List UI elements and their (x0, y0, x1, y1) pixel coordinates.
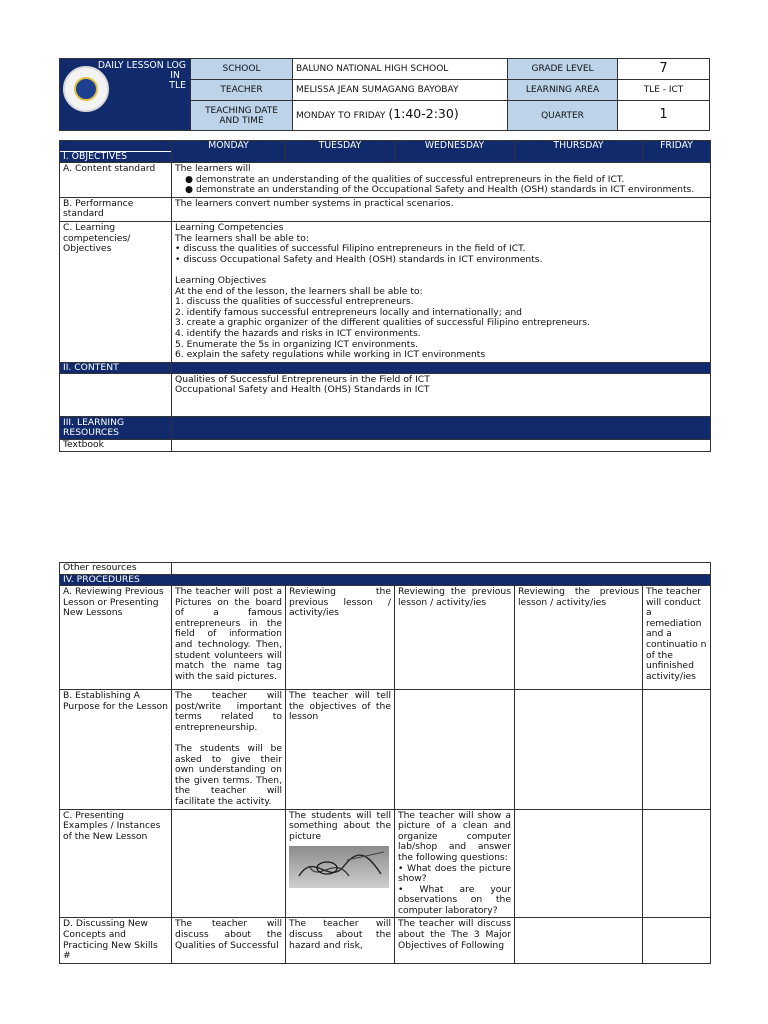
content-standard-bullet: ● demonstrate an understanding of the qualities of successful entrepreneurs in the field of ICT. (185, 173, 625, 185)
grade-label: GRADE LEVEL (508, 59, 618, 80)
date-prefix: MONDAY TO FRIDAY (296, 111, 386, 122)
procedure-d-monday: The teacher will discuss about the Qualities of Successful (172, 918, 286, 963)
procedure-c-label: C. Presenting Examples / Instances of the New Lesson (60, 809, 172, 918)
procedure-a-label: A. Reviewing Previous Lesson or Presenting New Lessons (60, 586, 172, 690)
procedure-d-row (60, 918, 711, 963)
procedure-a-wednesday: Reviewing the previous lesson / activity/ies (395, 586, 515, 690)
textbook-row (60, 439, 711, 451)
textbook-label: Textbook (60, 439, 172, 451)
procedure-b-row (60, 690, 711, 810)
resources-section-title: III. LEARNING RESOURCES (60, 416, 172, 439)
procedure-a-thursday: Reviewing the previous lesson / activity/ies (515, 586, 643, 690)
day-wednesday: WEDNESDAY (395, 141, 515, 163)
header-table (59, 58, 710, 131)
procedure-b-monday: The teacher will post/write important terms related to entrepreneurship. The students will be asked to give their own understanding on the given terms. Then, the teacher will facilitate the activity. (172, 690, 286, 810)
content-text: Qualities of Successful Entrepreneurs in the Field of ICT Occupational Safety and Health (OHS) Standards in ICT (172, 373, 711, 416)
performance-standard-row (60, 197, 711, 221)
procedure-b-tuesday: The teacher will tell the objectives of the lesson (286, 690, 395, 810)
procedure-c-row (60, 809, 711, 918)
learning-area-value: TLE - ICT (618, 80, 710, 101)
day-tuesday: TUESDAY (286, 141, 395, 163)
procedure-a-tuesday: Reviewing the previous lesson / activity/ies (286, 586, 395, 690)
teaching-date-value (293, 101, 508, 131)
procedure-c-tuesday: The students will tell something about the picture (286, 809, 395, 918)
cables-photo (289, 846, 389, 888)
quarter-value: 1 (618, 101, 710, 131)
content-section-row (60, 362, 711, 373)
log-title-cell (60, 59, 191, 131)
learning-area-label: LEARNING AREA (508, 80, 618, 101)
day-thursday: THURSDAY (515, 141, 643, 163)
content-section-title: II. CONTENT (60, 362, 172, 373)
procedures-section-title: IV. PROCEDURES (60, 575, 711, 586)
teacher-label: TEACHER (191, 80, 293, 101)
competencies-label: C. Learning competencies/ Objectives (60, 221, 172, 362)
school-value: BALUNO NATIONAL HIGH SCHOOL (293, 59, 508, 80)
procedure-d-tuesday: The teacher will discuss about the hazard and risk, (286, 918, 395, 963)
teaching-date-label: TEACHING DATE AND TIME (191, 101, 293, 131)
objectives-header-cell (60, 141, 172, 163)
other-resources-label: Other resources (60, 563, 172, 575)
procedure-a-friday: The teacher will conduct a remediation and a continuatio n of the unfinished activity/ies (643, 586, 711, 690)
content-standard-bullet: ● demonstrate an understanding of the Occupational Safety and Health (OSH) standards in ICT environments. (185, 184, 695, 196)
school-label: SCHOOL (191, 59, 293, 80)
grade-value: 7 (618, 59, 710, 80)
log-title: DAILY LESSON LOG IN TLE (97, 60, 186, 91)
resources-section-row (60, 416, 711, 439)
procedure-d-wednesday: The teacher will discuss about the The 3 Major Objectives of Following (395, 918, 515, 963)
performance-standard-text: The learners convert number systems in practical scenarios. (172, 197, 711, 221)
other-resources-row (60, 563, 711, 575)
procedures-section-row (60, 575, 711, 586)
procedure-b-label: B. Establishing A Purpose for the Lesson (60, 690, 172, 810)
procedure-c-wednesday: The teacher will show a picture of a clean and organize computer lab/shop and answer the following questions: • What does the picture show? • What are your observations on the computer laboratory? (395, 809, 515, 918)
procedure-a-monday: The teacher will post a Pictures on the board of a famous entrepreneurs in the field of information and technology. Then, student volunteers will match the name tag with the said pictures. (172, 586, 286, 690)
day-monday: MONDAY (172, 141, 286, 163)
performance-standard-label: B. Performance standard (60, 197, 172, 221)
competencies-row (60, 221, 711, 362)
content-standard-row (60, 163, 711, 198)
quarter-label: QUARTER (508, 101, 618, 131)
content-standard-text: The learners will ● demonstrate an understanding of the qualities of successful entrepreneurs in the field of ICT. ● demonstrate an understanding of the Occupational Safety and Health (OSH) standards in ICT environments. (172, 163, 711, 198)
competencies-text: Learning Competencies The learners shall be able to: • discuss the qualities of successful Filipino entrepreneurs in the field of ICT. • discuss Occupational Safety and Health (OSH) standards in ICT environments. Learning Objectives At the end of the lesson, the learners shall be able to: 1. discuss the qualities of successful entrepreneurs. 2. identify famous successful entrepreneurs locally and internationally; and 3. create a graphic organizer of the different qualities of successful Filipino entrepreneurs. 4. identify the hazards and risks in ICT environments. 5. Enumerate the 5s in organizing ICT environments. 6. explain the safety regulations while working in ICT environments (172, 221, 711, 362)
teacher-value: MELISSA JEAN SUMAGANG BAYOBAY (293, 80, 508, 101)
content-row (60, 373, 711, 416)
procedure-a-row (60, 586, 711, 690)
procedure-d-label: D. Discussing New Concepts and Practicing New Skills # (60, 918, 172, 963)
lesson-table-top (59, 140, 711, 452)
days-header-row (60, 141, 711, 163)
day-friday: FRIDAY (643, 141, 711, 163)
date-time: (1:40-2:30) (388, 106, 459, 122)
objectives-section-title: I. OBJECTIVES (63, 151, 128, 162)
content-standard-label: A. Content standard (60, 163, 172, 198)
lesson-table-bottom (59, 562, 711, 964)
